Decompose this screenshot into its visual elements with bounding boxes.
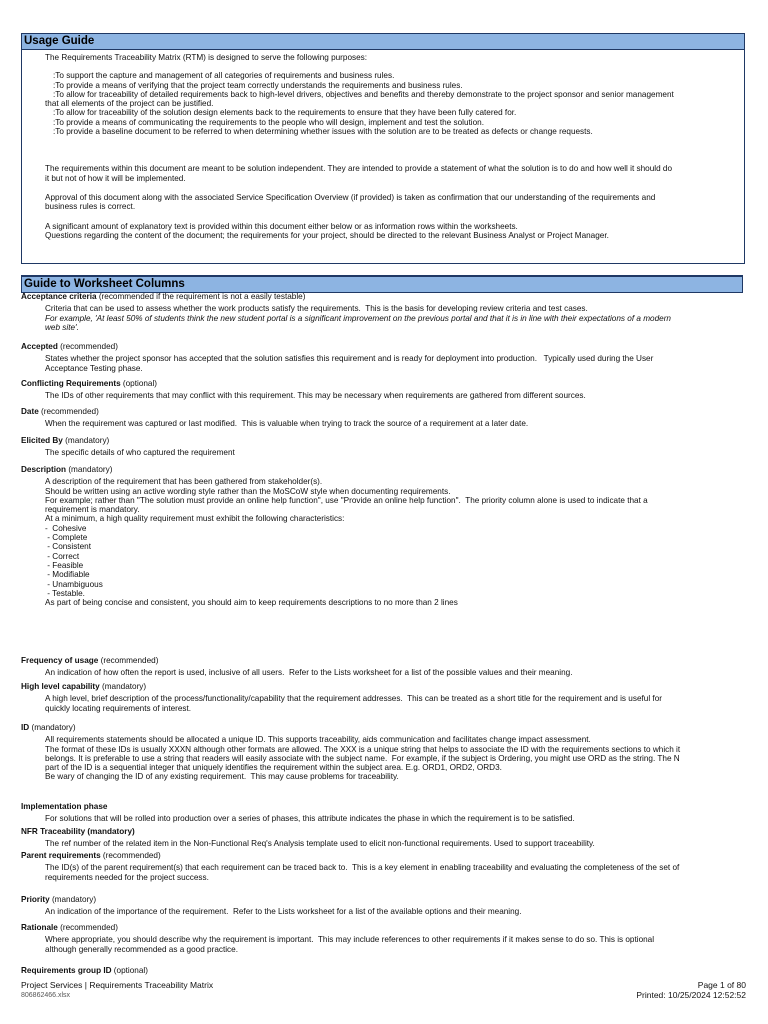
approval-paragraph: Approval of this document along with the associated Service Specification Overview (if provided) is taken as confirmation that our understanding of the requirements and: [45, 192, 656, 202]
column-guide-heading: [21, 827, 768, 836]
description-line: The ID(s) of the parent requirement(s) that each requirement can be traced back to. This is a key element in enabling traceability and evaluating the completeness of the set of: [45, 863, 680, 873]
column-qualifier: (recommended): [57, 923, 118, 932]
description-line: Criteria that can be used to assess whether the work products satisfy the requirements. This is the basis for developing review criteria and test cases.: [45, 304, 588, 314]
column-name: Frequency of usage: [21, 656, 99, 665]
column-guide-heading: [21, 407, 768, 416]
description-line: requirements needed for the project success.: [45, 872, 209, 882]
description-line: For example, 'At least 50% of students think the new student portal is a significant improvement on the previous portal and that it is in line with their expectations of a modern: [45, 313, 671, 323]
column-name: Implementation phase: [21, 802, 108, 811]
column-name: Requirements group ID: [21, 966, 112, 975]
column-name: Parent requirements: [21, 851, 101, 860]
column-guide-heading: [21, 436, 768, 445]
description-line: Should be written using an active wording style rather than the MoSCoW style when documenting requirements.: [45, 486, 451, 496]
description-line: As part of being concise and consistent, you should aim to keep requirements descriptions to no more than 2 lines: [45, 598, 458, 608]
column-guide-item: [21, 851, 768, 882]
column-name: Accepted: [21, 342, 58, 351]
solution-paragraph: The requirements within this document are meant to be solution independent. They are intended to provide a statement of what the solution is to do and how well it should do: [45, 164, 673, 174]
column-description: [45, 694, 768, 713]
column-name: Acceptance criteria: [21, 292, 97, 301]
column-description: [45, 814, 768, 823]
description-line: part of the ID is a sequential integer that uniquely identifies the requirement within the subject area. E.g. ORD1, ORD2, ORD3.: [45, 763, 502, 773]
description-line: At a minimum, a high quality requirement must exhibit the following characteristics:: [45, 514, 345, 524]
description-line: - Modifiable: [45, 570, 90, 580]
description-line: An indication of how often the report is used, inclusive of all users. Refer to the Lists worksheet for a list of the possible values and their meaning.: [45, 668, 573, 678]
column-guide-item: [21, 966, 768, 975]
column-guide-item: [21, 827, 768, 849]
column-name: Conflicting Requirements: [21, 379, 121, 388]
description-line: The specific details of who captured the requirement: [45, 448, 235, 458]
column-guide-item: [21, 436, 768, 458]
column-guide-heading: [21, 966, 768, 975]
column-name: Priority: [21, 895, 50, 904]
description-line: States whether the project sponsor has accepted that the solution satisfies this requirement and is ready for deployment into production. Typically used during the User: [45, 354, 654, 364]
column-qualifier: (mandatory): [62, 436, 110, 445]
column-description: [45, 391, 768, 400]
description-line: When the requirement was captured or last modified. This is valuable when trying to track the source of a requirement at a later date.: [45, 419, 529, 429]
solution-paragraph: it but not of how it will be implemented.: [45, 173, 186, 183]
worksheet-guide-title: Guide to Worksheet Columns: [21, 276, 743, 293]
purpose-item: :To provide a means of verifying that the project team correctly understands the requirements and business rules.: [53, 80, 463, 90]
column-name: NFR Traceability (mandatory): [21, 827, 135, 836]
column-description: [45, 935, 768, 954]
column-qualifier: (recommended): [98, 656, 159, 665]
column-name: Elicited By: [21, 436, 63, 445]
column-guide-item: [21, 465, 768, 607]
column-guide-item: [21, 723, 768, 782]
description-line: although generally recommended as a good practice.: [45, 944, 238, 954]
page-number: Page 1 of 80: [697, 980, 746, 990]
purpose-item: :To allow for traceability of the solution design elements back to the requirements to ensure that they have been fully catered for.: [53, 108, 517, 118]
column-qualifier: (recommended if the requirement is not a easily testable): [96, 292, 306, 301]
column-description: [45, 477, 768, 607]
description-line: requirement is mandatory.: [45, 505, 140, 515]
column-guide-heading: [21, 723, 768, 732]
description-line: Acceptance Testing phase.: [45, 363, 143, 373]
column-description: [45, 668, 768, 677]
description-line: - Testable.: [45, 588, 85, 598]
column-guide-heading: [21, 465, 768, 474]
column-qualifier: (mandatory): [29, 723, 76, 732]
description-line: An indication of the importance of the requirement. Refer to the Lists worksheet for a list of the available options and their meaning.: [45, 907, 522, 917]
column-name: Description: [21, 465, 67, 474]
description-line: quickly locating requirements of interest.: [45, 703, 192, 713]
column-name: Date: [21, 407, 39, 416]
usage-intro: The Requirements Traceability Matrix (RTM) is designed to serve the following purposes:: [45, 53, 368, 62]
description-line: Be wary of changing the ID of any existing requirement. This may cause problems for traceability.: [45, 772, 399, 782]
column-description: [45, 907, 768, 916]
description-line: For solutions that will be rolled into production over a series of phases, this attribute indicates the phase in which the requirement is to be satisfied.: [45, 814, 575, 824]
column-description: [45, 863, 768, 882]
column-guide-heading: [21, 292, 768, 301]
column-qualifier: (mandatory): [99, 682, 147, 691]
column-guide-item: [21, 292, 768, 332]
footer-filename: 806862466.xlsx: [21, 992, 71, 999]
column-guide-item: [21, 407, 768, 429]
purpose-item: :To allow for traceability of detailed requirements back to high-level drivers, objectives and benefits and thereby demonstrate to the project sponsor and senior management: [53, 89, 674, 99]
description-line: web site'.: [45, 322, 79, 332]
column-qualifier: (mandatory): [66, 465, 113, 474]
column-qualifier: (recommended): [57, 342, 118, 351]
column-guide-item: [21, 923, 768, 954]
column-qualifier: (recommended): [38, 407, 99, 416]
column-guide-item: [21, 379, 768, 401]
column-guide-heading: [21, 802, 768, 811]
description-line: - Consistent: [45, 542, 91, 552]
column-name: Rationale: [21, 923, 58, 932]
description-line: belongs. It is preferable to use a string that readers will easily associate with the subject name. For example, if the subject is Ordering, you might use ORD as the string. The N: [45, 753, 680, 763]
description-line: All requirements statements should be allocated a unique ID. This supports traceability, aids communication and facilitates change impact assessment.: [45, 735, 591, 745]
column-guide-heading: [21, 851, 768, 860]
column-guide-heading: [21, 682, 768, 691]
printed-timestamp: Printed: 10/25/2024 12:52:52: [636, 990, 746, 1000]
description-line: - Unambiguous: [45, 579, 103, 589]
column-guide-heading: [21, 656, 768, 665]
column-description: [45, 735, 768, 781]
column-description: [45, 354, 768, 373]
column-guide-item: [21, 656, 768, 678]
column-guide-item: [21, 682, 768, 713]
column-guide-heading: [21, 895, 768, 904]
column-description: [45, 839, 768, 848]
column-description: [45, 448, 768, 457]
description-line: The ref number of the related item in the Non-Functional Req's Analysis template used to elicit non-functional requirements. Used to support traceability.: [45, 839, 595, 849]
column-guide-heading: [21, 923, 768, 932]
explanatory-paragraph: A significant amount of explanatory text is provided within this document either below or as information rows within the worksheets.: [45, 221, 518, 231]
purpose-item-continued: that all elements of the project can be justified.: [45, 99, 214, 109]
description-line: The IDs of other requirements that may conflict with this requirement. This may be necessary when requirements are gathered from different sources.: [45, 391, 586, 401]
description-line: - Correct: [45, 551, 80, 561]
usage-guide-body: [45, 53, 748, 240]
description-line: - Feasible: [45, 560, 84, 570]
description-line: Where appropriate, you should describe why the requirement is important. This may include references to other requirements if it makes sense to do so. This is optional: [45, 935, 655, 945]
column-qualifier: (recommended): [100, 851, 161, 860]
approval-paragraph: business rules is correct.: [45, 202, 136, 212]
purpose-item: :To provide a baseline document to be referred to when determining whether issues with the solution are to be treated as defects or change requests.: [53, 127, 593, 137]
column-guide-heading: [21, 342, 768, 351]
column-description: [45, 419, 768, 428]
column-qualifier: (mandatory): [49, 895, 97, 904]
description-line: A description of the requirement that has been gathered from stakeholder(s).: [45, 477, 323, 487]
purpose-item: :To provide a means of communicating the requirements to the people who will design, implement and test the solution.: [53, 117, 484, 127]
questions-paragraph: Questions regarding the content of the document; the requirements for your project, should be directed to the relevant Business Analyst or Project Manager.: [45, 230, 609, 240]
column-guide-item: [21, 342, 768, 373]
column-guide-heading: [21, 379, 768, 388]
footer-title: Project Services | Requirements Traceability Matrix: [21, 980, 214, 990]
column-qualifier: (optional): [120, 379, 158, 388]
description-line: For example; rather than "The solution must provide an online help function", use "Provide an online help function". The priority column alone is used to indicate that a: [45, 495, 648, 505]
column-name: High level capability: [21, 682, 100, 691]
description-line: A high level, brief description of the process/functionality/capability that the requirement addresses. This can be treated as a short title for the requirement and is useful for: [45, 694, 662, 704]
description-line: - Cohesive: [45, 523, 87, 533]
column-name: ID: [21, 723, 30, 732]
description-line: - Complete: [45, 533, 88, 543]
column-guide-item: [21, 802, 768, 824]
purpose-item: :To support the capture and management of all categories of requirements and business rules.: [53, 71, 395, 81]
description-line: The format of these IDs is usually XXXN although other formats are allowed. The XXX is a unique string that helps to associate the ID with the requirements sections to which it: [45, 744, 681, 754]
column-guide-item: [21, 895, 768, 917]
usage-guide-section: [21, 33, 745, 264]
usage-guide-title: Usage Guide: [22, 34, 744, 50]
column-description: [45, 304, 768, 332]
worksheet-guide-section: [21, 275, 743, 293]
column-qualifier: (optional): [111, 966, 148, 975]
